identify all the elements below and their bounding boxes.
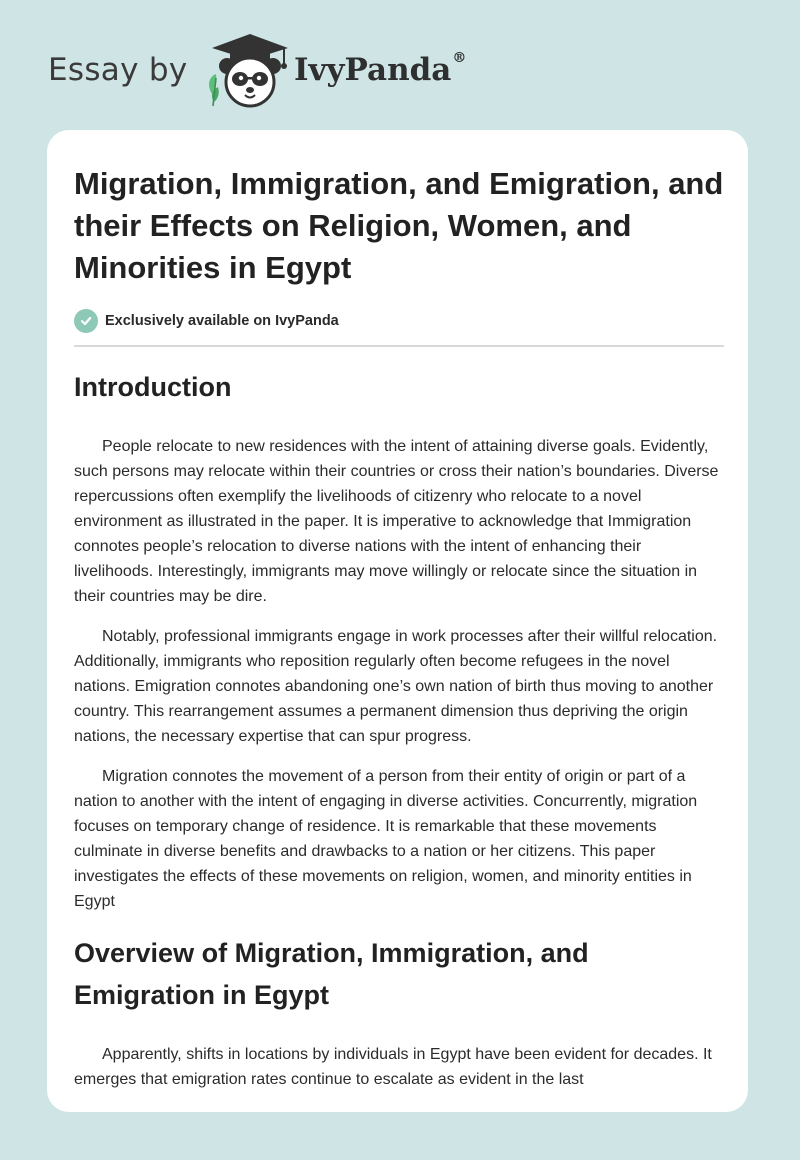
trademark-symbol: ® <box>452 50 467 66</box>
panda-graduate-icon <box>200 32 296 110</box>
essay-title: Migration, Immigration, and Emigration, and their Effects on Religion, Women, and Minorities in Egypt <box>74 166 724 285</box>
paragraph: Notably, professional immigrants engage in work processes after their willful relocation. Additionally, immigrants who reposition regularly often become refugees in the novel nations. Emigration connotes abandoning one’s own nation of birth thus moving to another country. This rearrangement assumes a permanent dimension thus depriving the origin nations, the necessary expertise that can spur progress. <box>74 628 718 745</box>
exclusive-badge-text: Exclusively available on IvyPanda <box>105 313 339 329</box>
title-divider <box>74 345 724 347</box>
brand-name <box>294 52 466 88</box>
essay-content <box>74 163 724 1092</box>
paragraph: People relocate to new residences with the intent of attaining diverse goals. Evidently, such persons may relocate within their countries or cross their nation’s boundaries. Diverse repercussions often exemplify the livelihoods of citizenry who relocate to a novel environment as illustrated in the paper. It is imperative to acknowledge that Immigration connotes people’s relocation to diverse nations with the intent of enhancing their livelihoods. Interestingly, immigrants may move willingly or relocate since the situation in their countries may be dire. <box>74 438 719 605</box>
paragraph: Migration connotes the movement of a person from their entity of origin or part of a nation to another with the intent of engaging in diverse activities. Concurrently, migration focuses on temporary change of residence. It is remarkable that these movements culminate in diverse benefits and drawbacks to a nation or her citizens. This paper investigates the effects of these movements on religion, women, and minority entities in Egypt <box>74 768 698 910</box>
check-icon <box>74 309 98 333</box>
section-heading-introduction: Introduction <box>74 372 232 402</box>
exclusive-badge <box>74 308 724 334</box>
paragraph: Apparently, shifts in locations by individuals in Egypt have been evident for decades. It emerges that emigration rates continue to escalate as evident in the last <box>74 1046 712 1088</box>
essay-by-label: Essay by <box>48 52 188 88</box>
section-heading-overview: Overview of Migration, Immigration, and Emigration in Egypt <box>74 938 589 1010</box>
essay-card <box>47 130 748 1112</box>
brand-text: IvyPanda <box>294 52 452 88</box>
site-header <box>48 32 508 110</box>
